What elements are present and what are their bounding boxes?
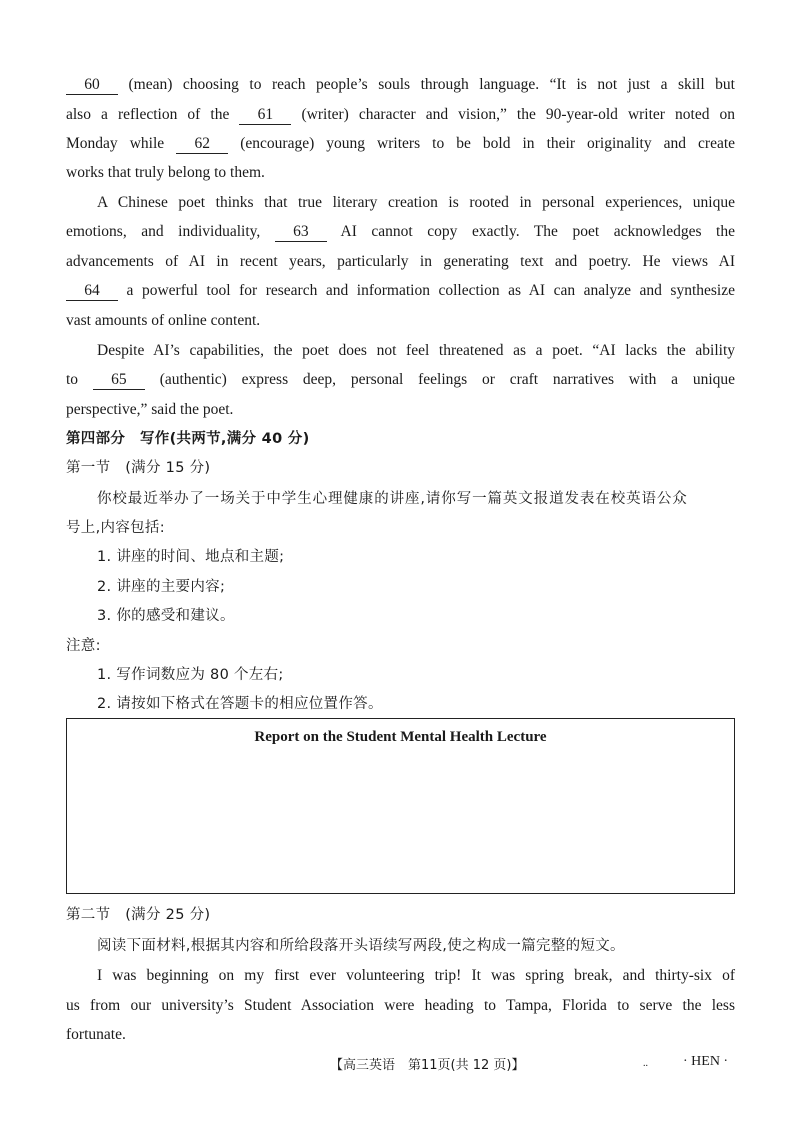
note-item: 2. 请按如下格式在答题卡的相应位置作答。 xyxy=(97,696,383,712)
blank-64[interactable]: 64 xyxy=(66,282,118,301)
passage-line xyxy=(66,280,735,302)
section-1-title: 第一节 (满分 15 分) xyxy=(66,460,211,476)
answer-box[interactable] xyxy=(66,718,735,894)
passage-line: A Chinese poet thinks that true literary creation is rooted in personal experiences, unique xyxy=(97,194,735,211)
content-item: 3. 你的感受和建议。 xyxy=(97,608,235,624)
passage-line: advancements of AI in recent years, particularly in generating text and poetry. He views AI xyxy=(66,253,735,270)
passage-line xyxy=(66,104,735,126)
footer-code: · HEN · xyxy=(683,1054,729,1069)
blank-62[interactable]: 62 xyxy=(176,135,228,154)
section-1-prompt: 你校最近举办了一场关于中学生心理健康的讲座,请你写一篇英文报道发表在校英语公众 xyxy=(97,491,688,507)
answer-box-title: Report on the Student Mental Health Lecture xyxy=(254,729,547,745)
text: also a reflection of the xyxy=(66,106,230,123)
section-2-instruction: 阅读下面材料,根据其内容和所给段落开头语续写两段,使之构成一篇完整的短文。 xyxy=(97,938,625,954)
passage-line: perspective,” said the poet. xyxy=(66,401,234,418)
passage-line xyxy=(66,221,735,243)
section-1-prompt-cont: 号上,内容包括: xyxy=(66,520,165,536)
passage-line: works that truly belong to them. xyxy=(66,164,265,181)
text: Monday while xyxy=(66,135,165,152)
text: (encourage) young writers to be bold in their originality and create xyxy=(240,135,736,152)
blank-65[interactable]: 65 xyxy=(93,371,145,390)
passage-line xyxy=(66,369,735,391)
blank-61[interactable]: 61 xyxy=(239,106,291,125)
story-line: us from our university’s Student Association were heading to Tampa, Florida to serve the less xyxy=(66,997,735,1014)
text: to xyxy=(66,371,79,388)
page-footer: 【高三英语 第11页(共 12 页)】 xyxy=(330,1058,525,1073)
part-title: 第四部分 写作(共两节,满分 40 分) xyxy=(66,431,310,447)
passage-line: Despite AI’s capabilities, the poet does not feel threatened as a poet. “AI lacks the ability xyxy=(97,342,735,359)
note-label: 注意: xyxy=(66,638,101,654)
content-item: 1. 讲座的时间、地点和主题; xyxy=(97,549,285,565)
blank-60[interactable]: 60 xyxy=(66,76,118,95)
content-item: 2. 讲座的主要内容; xyxy=(97,579,226,595)
passage-line xyxy=(66,133,735,155)
text: a powerful tool for research and information collection as AI can analyze and synthesize xyxy=(126,282,736,299)
text: (authentic) express deep, personal feelings or craft narratives with a unique xyxy=(159,371,736,388)
passage-line: vast amounts of online content. xyxy=(66,312,261,329)
footer-dots: .. xyxy=(643,1058,648,1069)
text: (mean) choosing to reach people’s souls through language. “It is not just a skill but xyxy=(128,76,735,93)
text: AI cannot copy exactly. The poet acknowledges the xyxy=(340,223,735,240)
text: emotions, and individuality, xyxy=(66,223,261,240)
section-2-title: 第二节 (满分 25 分) xyxy=(66,907,211,923)
text: (writer) character and vision,” the 90-year-old writer noted on xyxy=(301,106,736,123)
story-line: I was beginning on my first ever volunteering trip! It was spring break, and thirty-six of xyxy=(97,967,735,984)
passage-line xyxy=(66,74,735,96)
blank-63[interactable]: 63 xyxy=(275,223,327,242)
story-line: fortunate. xyxy=(66,1026,126,1043)
note-item: 1. 写作词数应为 80 个左右; xyxy=(97,667,284,683)
